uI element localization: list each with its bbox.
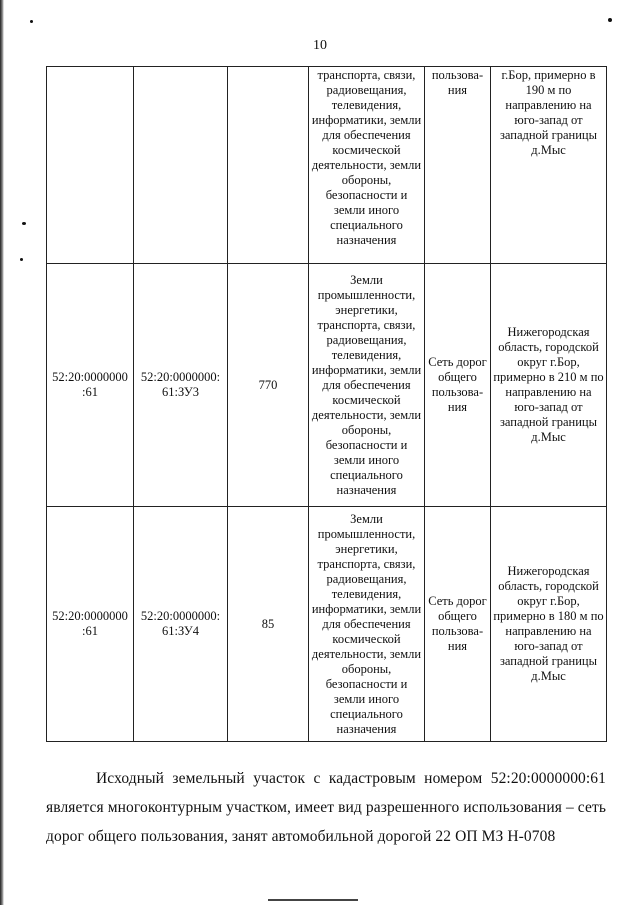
location-cell: Нижегородская область, городской округ г.Бор, примерно в 210 м по направлению на юго-запад от западной границы д.Мыс: [491, 264, 607, 507]
source-parcel-cell: [47, 67, 134, 264]
scan-bottom-mark: [268, 899, 358, 901]
table-row: [47, 507, 607, 742]
new-parcel-cell: 52:20:0000000: 61:ЗУ4: [134, 507, 228, 742]
scan-edge-shadow: [0, 0, 4, 905]
scan-speck: [30, 20, 33, 23]
use-cell: Сеть дорог общего пользова-ния: [425, 507, 491, 742]
body-paragraph: [46, 764, 606, 851]
new-parcel-cell: 52:20:0000000: 61:ЗУ3: [134, 264, 228, 507]
location-cell: г.Бор, примерно в 190 м по направлению на юго-запад от западной границы д.Мыс: [491, 67, 607, 264]
area-cell: 85: [228, 507, 309, 742]
scan-speck: [20, 258, 23, 261]
table-row-continuation: [47, 67, 607, 264]
scan-speck: [608, 18, 612, 22]
land-parcels-table: [46, 66, 607, 742]
area-cell: 770: [228, 264, 309, 507]
use-cell: пользова-ния: [425, 67, 491, 264]
source-parcel-cell: 52:20:0000000 :61: [47, 264, 134, 507]
scan-speck: [22, 222, 26, 225]
table-row: [47, 264, 607, 507]
category-cell: транспорта, связи, радиовещания, телевидения, информатики, земли для обеспечения космической деятельности, земли обороны, безопасности и земли иного специального назначения: [309, 67, 425, 264]
page-number: 10: [313, 38, 327, 53]
category-cell: Земли промышленности, энергетики, транспорта, связи, радиовещания, телевидения, информатики, земли для обеспечения космической деятельности, земли обороны, безопасности и земли иного специального назначения: [309, 264, 425, 507]
location-cell: Нижегородская область, городской округ г.Бор, примерно в 180 м по направлению на юго-запад от западной границы д.Мыс: [491, 507, 607, 742]
category-cell: Земли промышленности, энергетики, транспорта, связи, радиовещания, телевидения, информатики, земли для обеспечения космической деятельности, земли обороны, безопасности и земли иного специального назначения: [309, 507, 425, 742]
new-parcel-cell: [134, 67, 228, 264]
use-cell: Сеть дорог общего пользова-ния: [425, 264, 491, 507]
paragraph-text: Исходный земельный участок с кадастровым номером 52:20:0000000:61 является многоконтурным участком, имеет вид разрешенного использования – сеть дорог общего пользования, занят автомобильной дорогой 22 ОП МЗ Н-0708: [46, 770, 606, 845]
source-parcel-cell: 52:20:0000000 :61: [47, 507, 134, 742]
area-cell: [228, 67, 309, 264]
